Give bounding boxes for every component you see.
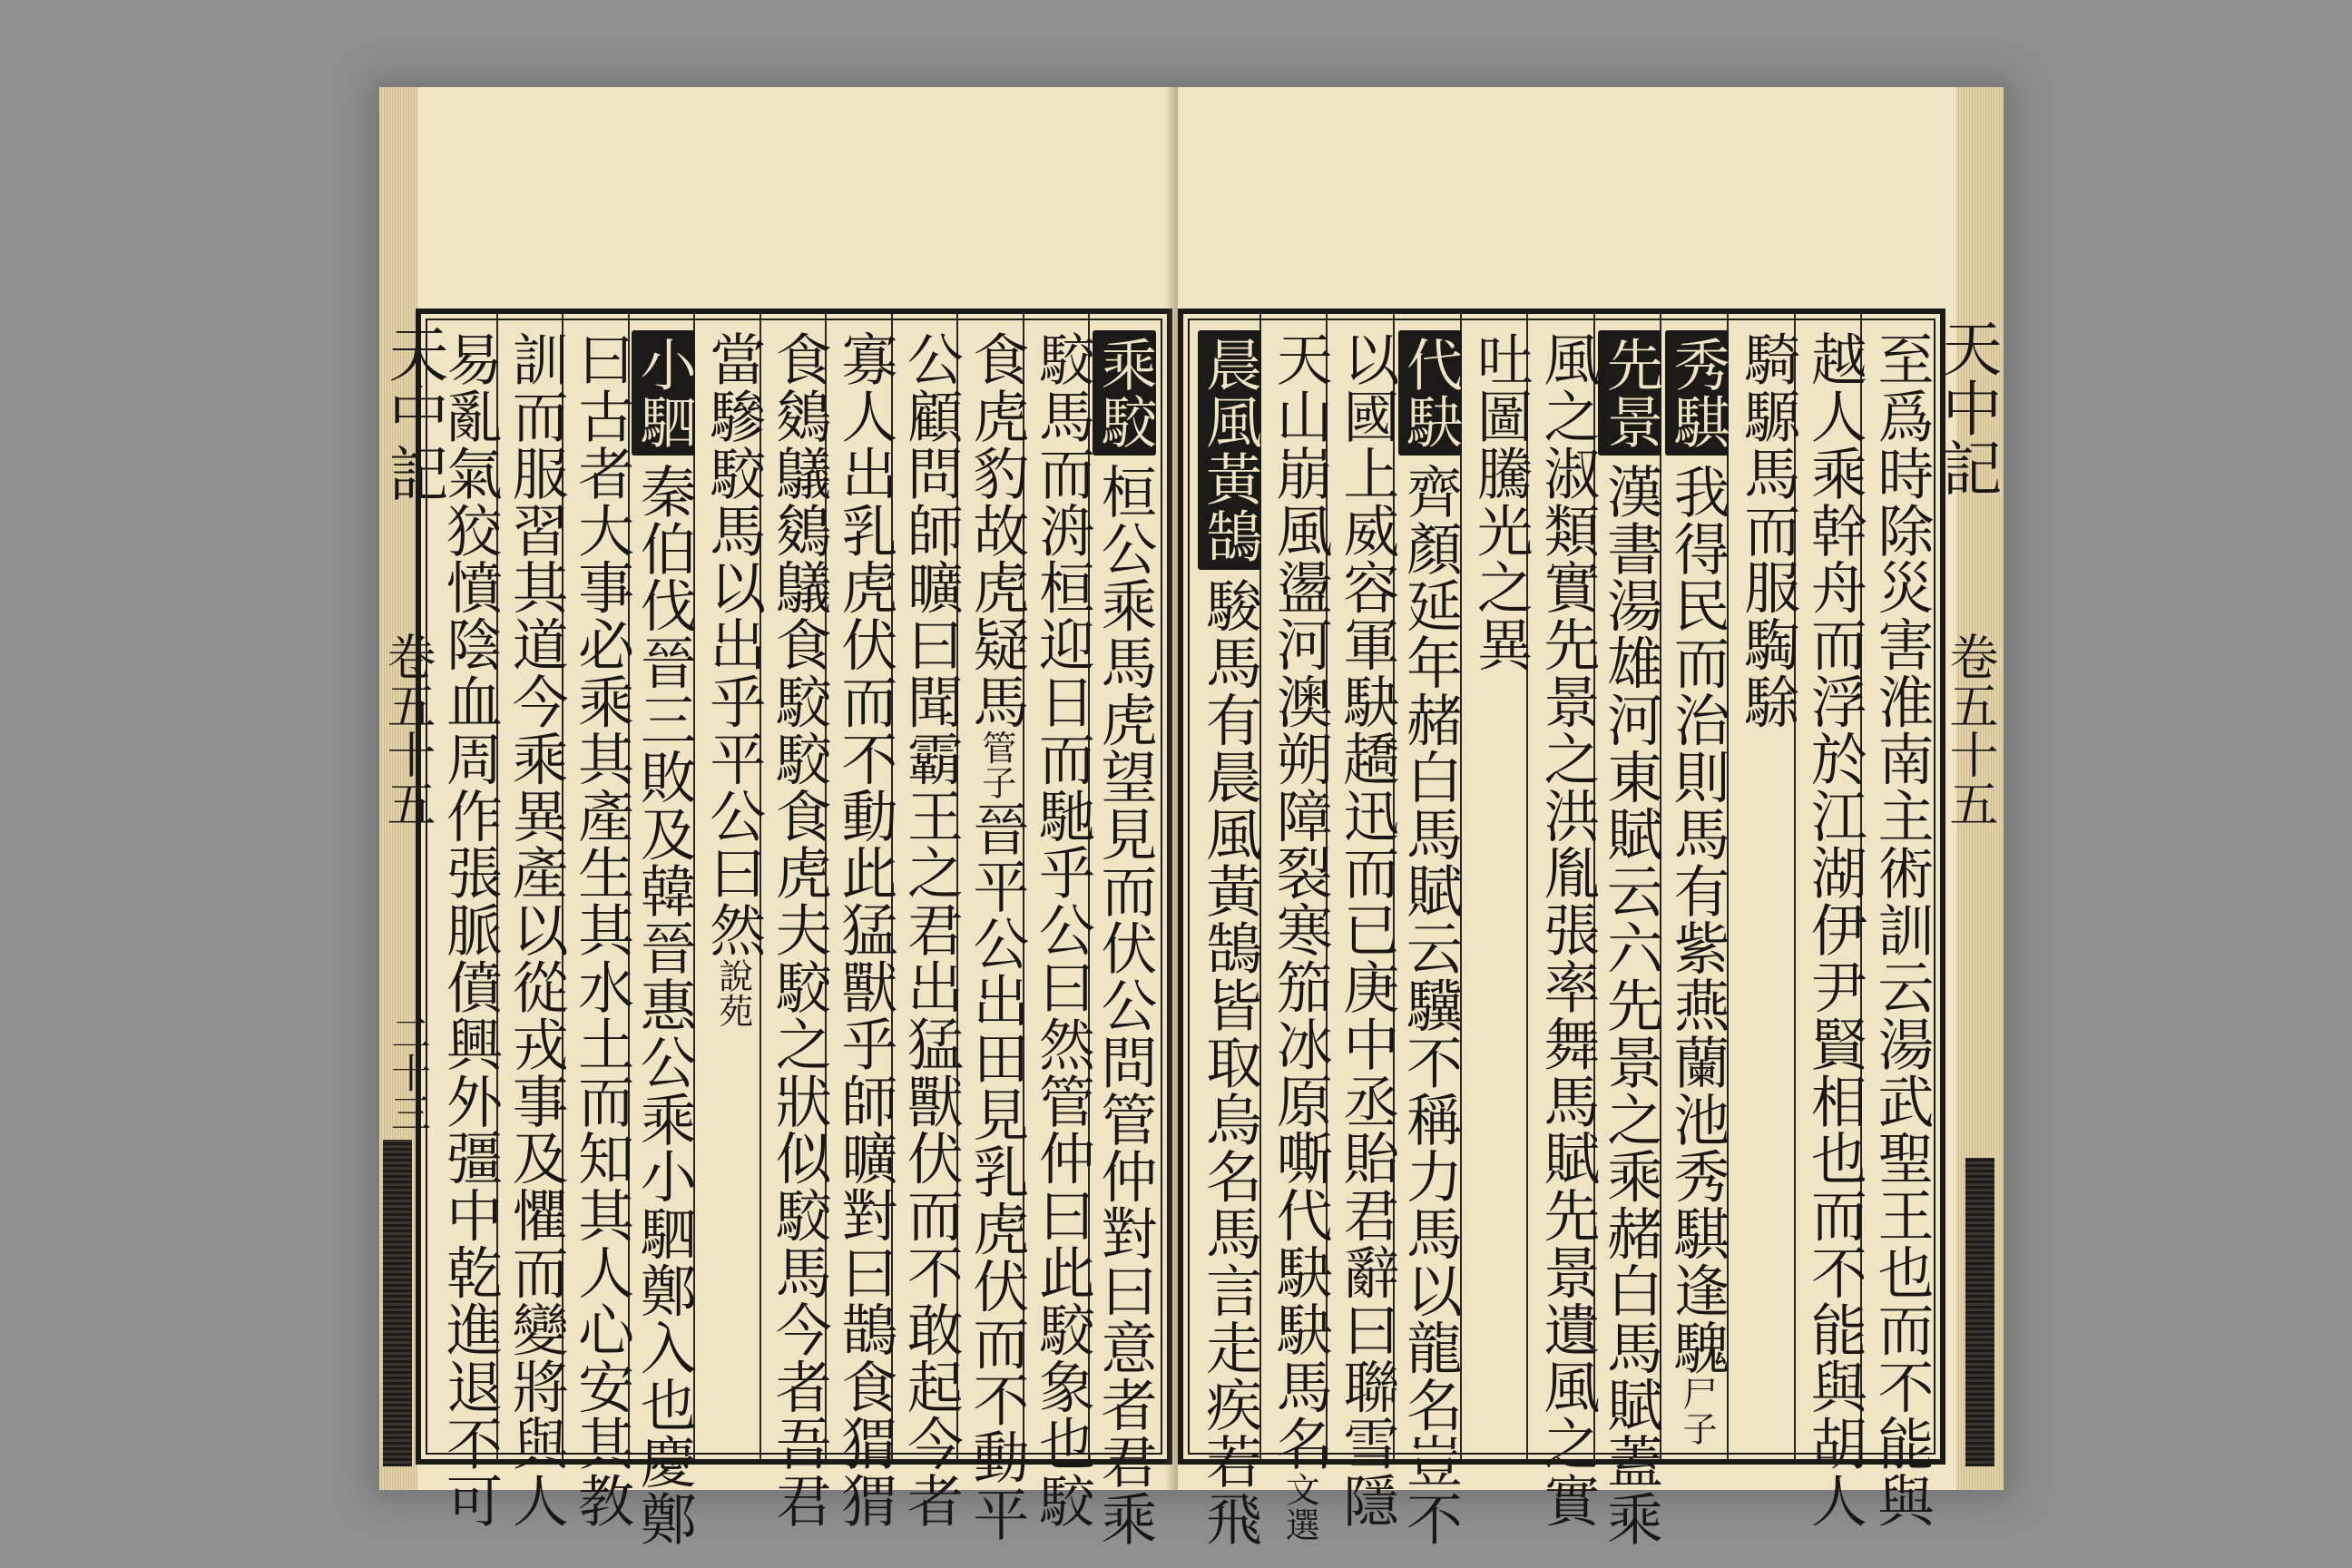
text-column [1261,314,1334,1543]
entry-label: 秀騏 [1665,330,1729,456]
column-text: 秦伯伐晉三敗及韓晉惠公乘小駟鄭入也慶鄭 [631,462,698,1547]
column-text: 駿馬有晨風黃鵠皆取烏名馬言走疾若飛 [1196,576,1263,1547]
column-text: 天山崩風盪河澳朔障裂寒笳冰原嘶代駃駃馬名 [1267,330,1334,1472]
text-column [958,314,1030,1543]
column-text: 公顧問師曠曰聞霸王之君出猛獸伏而不敢起今者 [897,330,965,1529]
source-note: 文選 [1279,1472,1320,1543]
text-column [695,314,767,1459]
right-margin-title: 天中記 [1932,318,2002,497]
text-column [432,314,504,1529]
text-column [761,314,833,1529]
text-column [1328,314,1400,1529]
column-text: 吐圖騰光之異 [1467,330,1534,673]
text-column [1729,314,1801,1459]
source-note: 說苑 [712,957,753,1029]
left-margin-title: 天中記 [378,323,448,503]
left-page [378,87,1178,1547]
open-book [378,87,2004,1547]
column-text-continued: 晉平公出田見乳虎伏而不動平 [963,800,1030,1543]
entry-label: 晨風黃鵠 [1198,330,1261,570]
left-page-number: 二十三 [384,1013,430,1132]
text-column [1090,314,1158,1547]
column-text: 桓公乘馬虎望見而伏公問管仲對曰意者君乘 [1092,462,1158,1547]
column-text: 寡人出乳虎伏而不動此猛獸乎師曠對曰鵲食猬猬 [831,330,898,1529]
text-column [1024,314,1096,1529]
source-note: 尸子 [1677,1376,1718,1447]
text-column [1595,314,1664,1547]
entry-label: 乘駮 [1093,330,1156,456]
text-column [1528,314,1601,1529]
right-page [1178,87,2004,1547]
column-text: 食虎豹故虎疑馬 [963,330,1030,730]
entry-label: 代駃 [1398,330,1462,456]
column-text: 食鵕鸃鵕鸃食駮駮食虎夫駮之狀似駮馬今者吾君 [766,330,833,1529]
right-volume-mark: 卷五十五 [1942,632,1999,828]
column-text: 越人乘幹舟而浮於江湖伊尹賢相也而不能與胡人 [1801,330,1868,1529]
text-column [630,314,698,1547]
column-text: 至爲時除災害淮南主術訓云湯武聖王也而不能與 [1868,330,1935,1529]
right-edge-mark [1965,1158,1994,1466]
text-column [564,314,635,1529]
column-text: 曰古者大事必乘其產生其水土而知其人心安其教 [568,330,635,1529]
text-column [1796,314,1868,1529]
column-text: 我得民而治則馬有紫燕蘭池秀騏逢騩 [1664,462,1731,1377]
text-column [1862,314,1935,1529]
column-text: 騎騵馬而服騊駼 [1734,330,1801,730]
right-text-frame [1178,309,1945,1547]
entry-label: 先景 [1598,330,1661,456]
column-text: 駮馬而洀桓迎日而馳乎公曰然管仲曰此駮象也駮 [1029,330,1096,1529]
left-text-frame [416,309,1172,1547]
column-text: 以國上威容軍駃趫迅而已庚中丞貽君辭曰聯雪隱 [1333,330,1400,1529]
text-column [827,314,898,1529]
left-volume-mark: 卷五十五 [379,632,436,828]
column-text: 易亂氣狡憤陰血周作張脈僨興外彊中乾進退不可 [436,330,504,1529]
entry-label: 小駟 [632,330,695,456]
text-column [1194,314,1263,1547]
text-column [1395,314,1464,1547]
text-column [1462,314,1534,1459]
text-column [893,314,965,1529]
column-text: 當驂駮馬以出乎平公曰然 [700,330,767,958]
column-text: 風之淑類實先景之洪胤張率舞馬賦先景遺風之實 [1534,330,1601,1529]
text-column [498,314,570,1529]
column-text: 訓而服習其道今乘異產以從戎事及懼而變將與人 [503,330,570,1529]
left-edge-mark [383,1140,412,1466]
text-column [1661,314,1729,1459]
column-text: 齊顏延年赭白馬賦云驥不稱力馬以龍名豈不 [1396,462,1464,1547]
source-note: 管子 [975,730,1016,801]
column-text: 漢書湯雄河東賦云六先景之乘赭白馬賦蓋乘 [1597,462,1664,1547]
